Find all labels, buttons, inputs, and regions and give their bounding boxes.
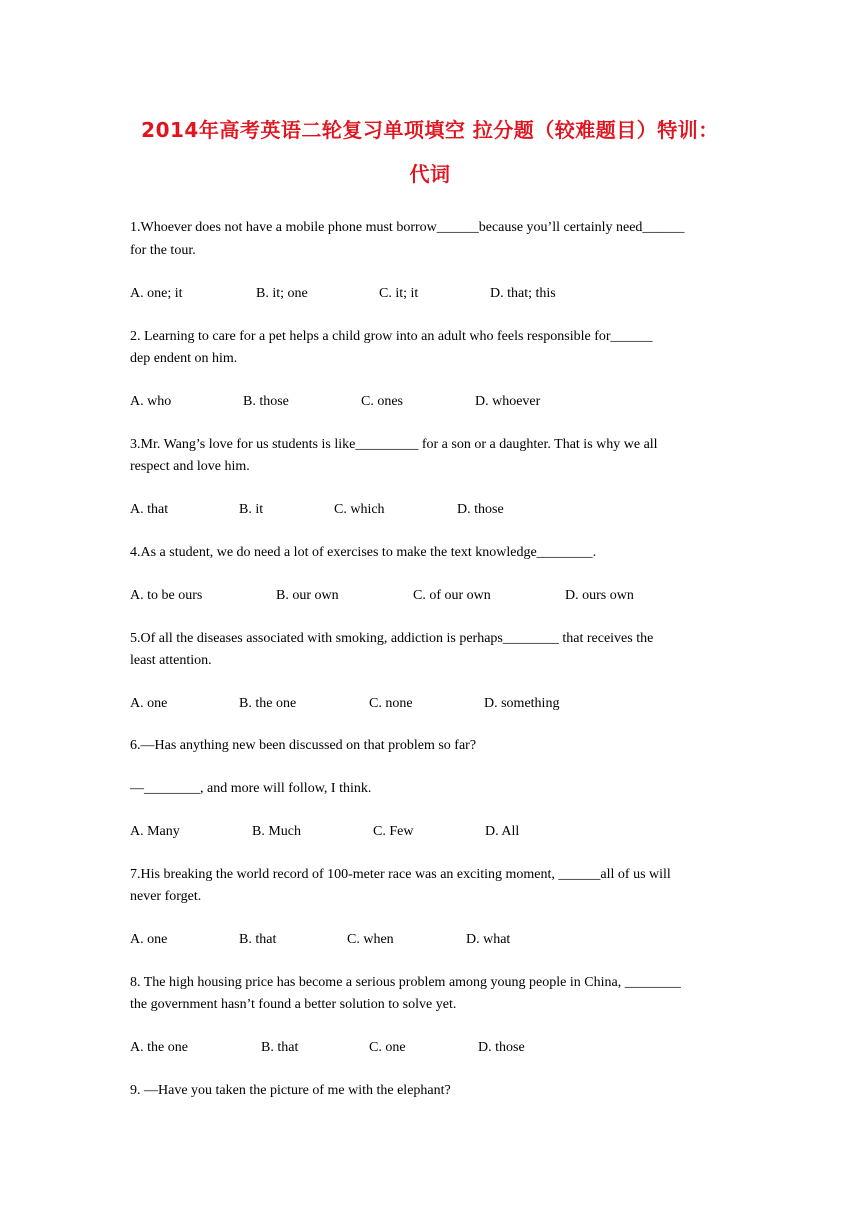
question-3-stem-line-2: respect and love him.	[130, 459, 250, 474]
question-6-reply: —________, and more will follow, I think.	[130, 781, 372, 796]
question-7-stem-line-2: never forget.	[130, 889, 202, 904]
option-b: B. the one	[239, 696, 297, 711]
option-d: D. that; this	[490, 286, 556, 301]
question-1-stem-line-1: 1.Whoever does not have a mobile phone must borrow______because you’ll certainly need______	[130, 220, 685, 235]
question-8-options	[130, 1037, 740, 1059]
option-c: C. of our own	[413, 588, 491, 603]
option-b: B. that	[261, 1040, 299, 1055]
option-b: B. it; one	[256, 286, 308, 301]
option-d: D. what	[466, 932, 511, 947]
option-c: C. when	[347, 932, 394, 947]
question-3-stem-line-1: 3.Mr. Wang’s love for us students is like_________ for a son or a daughter. That is why we all	[130, 437, 658, 452]
question-7-options	[130, 929, 740, 951]
question-5-options	[130, 693, 740, 715]
option-b: B. our own	[276, 588, 339, 603]
option-d: D. those	[457, 502, 504, 517]
question-7-stem-line-1: 7.His breaking the world record of 100-meter race was an exciting moment, ______all of us will	[130, 867, 671, 882]
option-b: B. it	[239, 502, 264, 517]
option-b: B. that	[239, 932, 277, 947]
option-d: D. something	[484, 696, 560, 711]
option-d: D. whoever	[475, 394, 541, 409]
option-d: D. ours own	[565, 588, 634, 603]
option-b: B. Much	[252, 824, 301, 839]
option-a: A. that	[130, 502, 169, 517]
option-c: C. Few	[373, 824, 414, 839]
document-title: 2014年高考英语二轮复习单项填空 拉分题（较难题目）特训：	[141, 118, 719, 142]
question-1-options	[130, 283, 740, 305]
question-8-stem-line-2: the government hasn’t found a better solution to solve yet.	[130, 997, 457, 1012]
question-3-options	[130, 499, 740, 521]
question-2-stem-line-1: 2. Learning to care for a pet helps a child grow into an adult who feels responsible for______	[130, 329, 653, 344]
option-d: D. All	[485, 824, 520, 839]
option-a: A. one; it	[130, 286, 183, 301]
question-2-stem-line-2: dep endent on him.	[130, 351, 238, 366]
option-d: D. those	[478, 1040, 525, 1055]
question-5-stem-line-2: least attention.	[130, 653, 212, 668]
question-1-stem-line-2: for the tour.	[130, 243, 196, 258]
question-6-options	[130, 821, 740, 843]
option-c: C. ones	[361, 394, 403, 409]
option-c: C. it; it	[379, 286, 419, 301]
option-a: A. who	[130, 394, 172, 409]
option-a: A. the one	[130, 1040, 188, 1055]
question-6-stem-line-1: 6.—Has anything new been discussed on that problem so far?	[130, 738, 477, 753]
option-c: C. which	[334, 502, 385, 517]
option-a: A. one	[130, 696, 168, 711]
question-9-stem-line-1: 9. —Have you taken the picture of me with the elephant?	[130, 1083, 451, 1098]
question-5-stem-line-1: 5.Of all the diseases associated with smoking, addiction is perhaps________ that receives the	[130, 631, 654, 646]
question-2-options	[130, 391, 740, 413]
option-c: C. none	[369, 696, 413, 711]
document-title-subject: 代词	[409, 162, 451, 186]
question-4-options	[130, 585, 740, 607]
option-a: A. one	[130, 932, 168, 947]
option-a: A. to be ours	[130, 588, 203, 603]
option-b: B. those	[243, 394, 289, 409]
question-8-stem-line-1: 8. The high housing price has become a serious problem among young people in China, ________	[130, 975, 681, 990]
question-4-stem-line-1: 4.As a student, we do need a lot of exercises to make the text knowledge________.	[130, 545, 597, 560]
option-c: C. one	[369, 1040, 406, 1055]
option-a: A. Many	[130, 824, 180, 839]
